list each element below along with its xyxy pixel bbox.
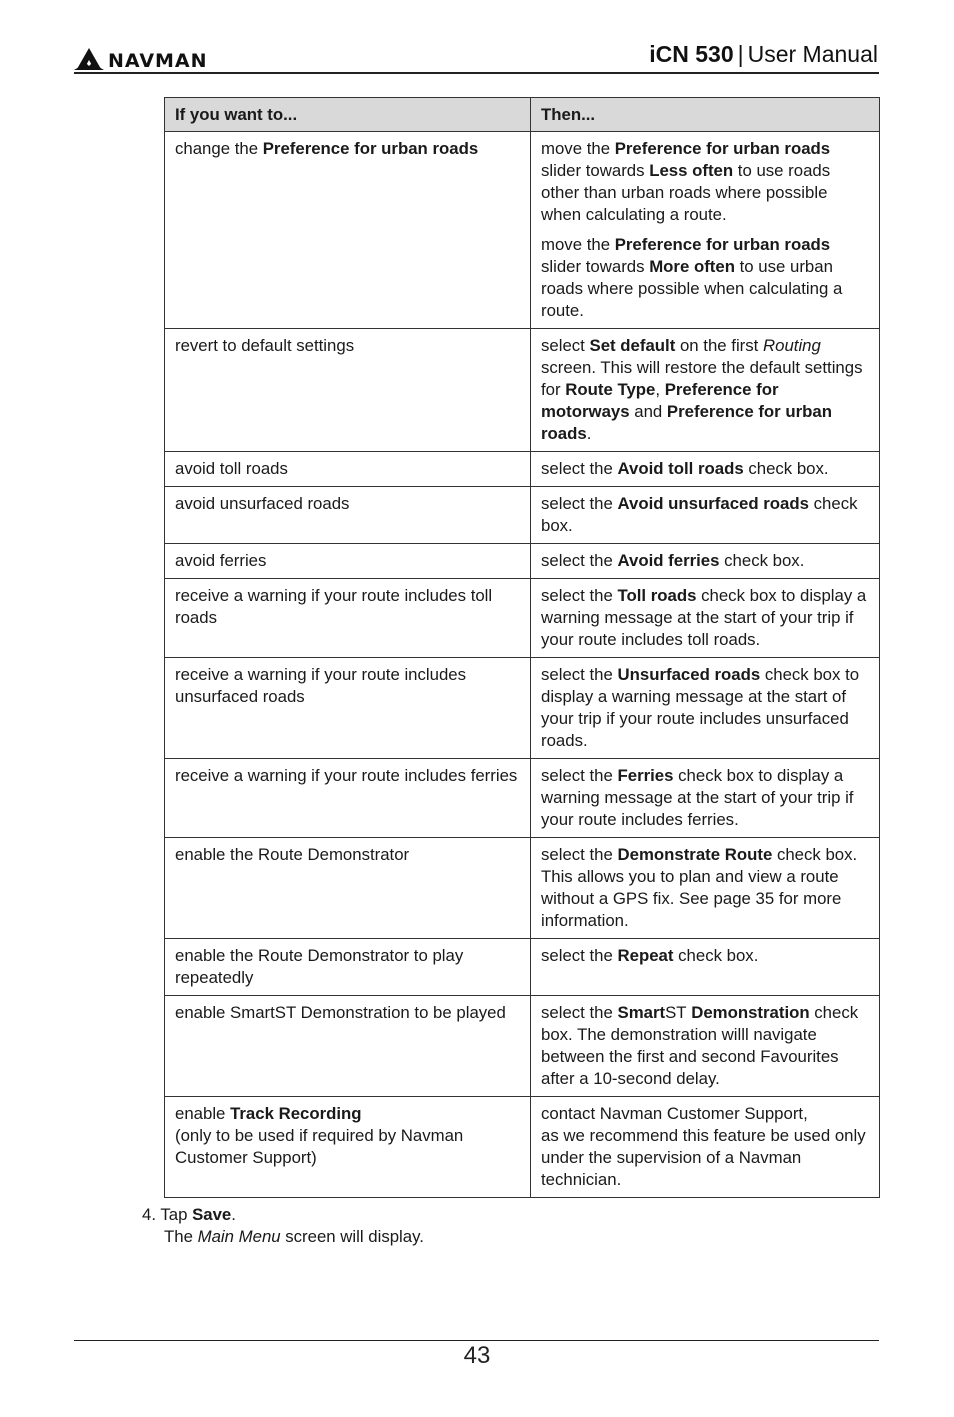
table-row <box>165 838 880 939</box>
cell-text-run: enable the Route Demonstrator <box>175 845 410 864</box>
cell-text-run: check box. <box>673 946 759 965</box>
step-text-after: . <box>231 1205 236 1224</box>
cell-want <box>165 544 531 579</box>
cell-text-run: Repeat <box>617 946 674 965</box>
cell-paragraph <box>541 844 869 932</box>
cell-then <box>531 452 880 487</box>
cell-text-run: enable the Route Demonstrator to play repeatedly <box>175 946 464 987</box>
cell-want <box>165 939 531 996</box>
cell-text-run: to use urban roads where possible when calculating a route. <box>541 257 843 320</box>
cell-paragraph <box>541 138 869 226</box>
cell-want <box>165 487 531 544</box>
navman-arrow-logo-icon <box>74 47 104 71</box>
cell-text-run: change the <box>175 139 263 158</box>
table-row <box>165 579 880 658</box>
cell-want <box>165 996 531 1097</box>
cell-text-run: enable <box>175 1104 231 1123</box>
cell-text-run: ST <box>665 1003 687 1022</box>
table-row <box>165 658 880 759</box>
cell-text-run: check box. The demonstration willl navigate between the first and second Favourites after a 10-second delay. <box>541 1003 859 1088</box>
cell-text-run: slider towards <box>541 257 650 276</box>
cell-text-run: select the <box>541 494 618 513</box>
cell-text-run: Route Type <box>565 380 656 399</box>
cell-text-run: select the <box>541 1003 618 1022</box>
cell-text-run: Less often <box>649 161 734 180</box>
table-row <box>165 1097 880 1198</box>
navman-logo <box>74 46 208 72</box>
cell-text-run: check box to display a warning message at the start of your trip if your route includes ferries. <box>541 766 854 829</box>
cell-text-run: check box. <box>541 494 858 535</box>
table-body <box>165 132 880 1198</box>
table-row <box>165 487 880 544</box>
cell-text-run: select the <box>541 766 618 785</box>
cell-paragraph <box>541 234 869 322</box>
cell-paragraph <box>541 664 869 752</box>
table-row <box>165 452 880 487</box>
cell-text-run: receive a warning if your route includes unsurfaced roads <box>175 665 467 706</box>
cell-text-run: Preference for motorways <box>541 380 779 421</box>
table-header-row <box>165 98 880 132</box>
step-4 <box>142 1204 424 1248</box>
cell-text-run: Unsurfaced roads <box>617 665 761 684</box>
page-number: 43 <box>463 1342 491 1369</box>
cell-text-run: receive a warning if your route includes toll roads <box>175 586 493 627</box>
table-row <box>165 939 880 996</box>
result-after: screen will display. <box>280 1227 424 1246</box>
cell-then <box>531 996 880 1097</box>
cell-text-run: select the <box>541 586 618 605</box>
cell-want <box>165 658 531 759</box>
cell-text-run: slider towards <box>541 161 650 180</box>
cell-text-run: check box to display a warning message at the start of your trip if your route includes unsurfaced roads. <box>541 665 860 750</box>
cell-text-run: Ferries <box>617 766 674 785</box>
manual-label: User Manual <box>747 41 878 67</box>
cell-paragraph <box>541 765 869 831</box>
cell-paragraph <box>541 585 869 651</box>
cell-text-run: select the <box>541 845 618 864</box>
cell-text-run: screen. This will restore the default settings for <box>541 358 863 399</box>
cell-then <box>531 939 880 996</box>
cell-want <box>165 579 531 658</box>
title-separator: | <box>737 41 744 67</box>
cell-text-run: Demonstration <box>686 1003 810 1022</box>
cell-paragraph <box>541 550 869 572</box>
step-result <box>142 1226 424 1248</box>
cell-then <box>531 579 880 658</box>
cell-text-run: Smart <box>617 1003 666 1022</box>
step-number: 4. <box>142 1205 156 1224</box>
cell-text-run: avoid toll roads <box>175 459 288 478</box>
cell-text-run: check box. <box>743 459 829 478</box>
cell-want <box>165 759 531 838</box>
table-row <box>165 759 880 838</box>
cell-paragraph <box>541 493 869 537</box>
cell-text-run: receive a warning if your route includes ferries <box>175 766 518 785</box>
cell-text-run: to use roads other than urban roads where possible when calculating a route. <box>541 161 831 224</box>
cell-text-run: (only to be used if required by Navman Customer Support) <box>175 1126 464 1167</box>
cell-then <box>531 658 880 759</box>
cell-then <box>531 544 880 579</box>
cell-text-run: More often <box>649 257 735 276</box>
cell-paragraph <box>541 945 869 967</box>
cell-paragraph <box>541 1002 869 1090</box>
cell-then <box>531 759 880 838</box>
cell-text-run: Preference for urban roads <box>614 139 831 158</box>
cell-paragraph <box>541 335 869 445</box>
document-title <box>649 41 878 68</box>
cell-text-run: Preference for urban roads <box>262 139 479 158</box>
column-header-then: Then... <box>531 98 880 132</box>
cell-text-run: Toll roads <box>617 586 697 605</box>
cell-text-run: avoid unsurfaced roads <box>175 494 350 513</box>
cell-text-run: . <box>586 424 592 443</box>
brand-name: NAVMAN <box>108 50 208 72</box>
cell-then <box>531 1097 880 1198</box>
cell-text-run: Routing <box>763 336 821 355</box>
cell-want <box>165 838 531 939</box>
cell-then <box>531 487 880 544</box>
cell-want <box>165 1097 531 1198</box>
cell-text-run: Set default <box>589 336 676 355</box>
cell-text-run: select <box>541 336 590 355</box>
step-action: Save <box>192 1205 232 1224</box>
cell-paragraph <box>541 458 869 480</box>
cell-then <box>531 838 880 939</box>
cell-text-run: and <box>629 402 667 421</box>
cell-then <box>531 329 880 452</box>
cell-paragraph <box>541 1103 869 1191</box>
cell-text-run: on the first <box>675 336 763 355</box>
result-screen: Main Menu <box>197 1227 281 1246</box>
table-row <box>165 329 880 452</box>
footer-rule <box>74 1340 879 1341</box>
cell-text-run: select the <box>541 551 618 570</box>
cell-want <box>165 329 531 452</box>
routing-options-table <box>164 97 880 1198</box>
cell-then <box>531 132 880 329</box>
cell-text-run: contact Navman Customer Support, <box>541 1104 808 1123</box>
cell-want <box>165 452 531 487</box>
cell-text-run: move the <box>541 235 615 254</box>
cell-text-run: select the <box>541 665 618 684</box>
table-row <box>165 132 880 329</box>
result-before: The <box>164 1227 198 1246</box>
cell-text-run: Demonstrate Route <box>617 845 773 864</box>
cell-text-run: check box to display a warning message at the start of your trip if your route includes toll roads. <box>541 586 867 649</box>
step-instruction <box>142 1204 424 1226</box>
cell-text-run: Track Recording <box>230 1104 362 1123</box>
cell-want <box>165 132 531 329</box>
table-row <box>165 544 880 579</box>
cell-text-run: Preference for urban roads <box>614 235 831 254</box>
column-header-want: If you want to... <box>165 98 531 132</box>
cell-text-run: select the <box>541 946 618 965</box>
cell-text-run: Avoid ferries <box>617 551 720 570</box>
model-name: iCN 530 <box>649 41 734 67</box>
cell-text-run: move the <box>541 139 615 158</box>
cell-text-run: , <box>655 380 665 399</box>
cell-text-run: revert to default settings <box>175 336 355 355</box>
table-row <box>165 996 880 1097</box>
cell-text-run: Preference for urban roads <box>541 402 832 443</box>
cell-text-run: Avoid toll roads <box>617 459 744 478</box>
header-rule <box>74 72 879 74</box>
cell-text-run: avoid ferries <box>175 551 267 570</box>
cell-text-run: as we recommend this feature be used only under the supervision of a Navman technician. <box>541 1126 866 1189</box>
cell-text-run: enable SmartST Demonstration to be played <box>175 1003 506 1022</box>
cell-text-run: select the <box>541 459 618 478</box>
cell-text-run: Avoid unsurfaced roads <box>617 494 809 513</box>
step-text-before: Tap <box>160 1205 193 1224</box>
cell-text-run: check box. <box>719 551 805 570</box>
cell-text-run: check box. This allows you to plan and view a route without a GPS fix. See page 35 for more information. <box>541 845 858 930</box>
